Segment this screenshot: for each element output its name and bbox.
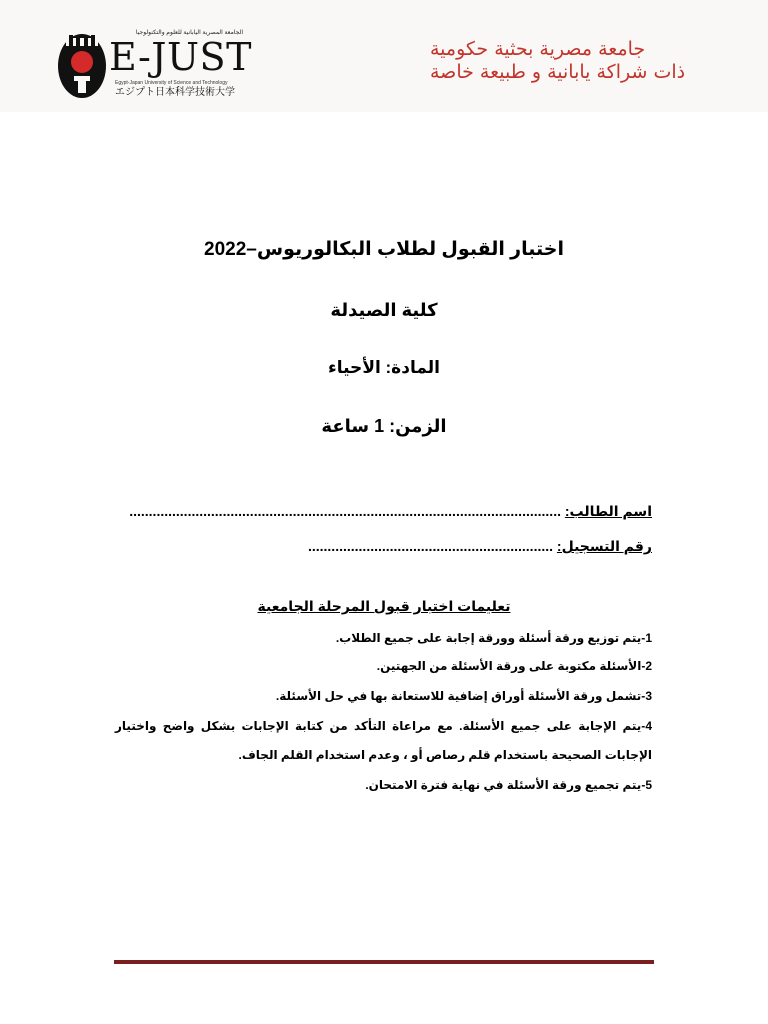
instruction-item-1: 1-يتم توزيع ورقة أسئلة وورقة إجابة على جميع الطلاب. [335,631,652,645]
logo-japanese-text: エジプト日本科学技術大学 [115,87,235,98]
brand-tagline-line2: ذات شراكة يابانية و طبيعة خاصة [430,61,686,83]
instruction-item-3: 3-تشمل ورقة الأسئلة أوراق إضافية للاستعانة بها في حل الأسئلة. [275,689,652,703]
footer-divider [114,960,654,964]
logo-wordmark: E-JUST [109,35,252,79]
ejust-logo-icon [56,32,108,100]
registration-number-label: رقم التسجيل: [556,538,652,554]
faculty-title: كلية الصيدلة [330,300,438,320]
logo-english-text: Egypt-Japan University of Science and Technology [115,80,228,86]
student-name-label: اسم الطالب: [564,503,652,519]
header-banner [0,0,768,112]
logo-arabic-text: الجامعة المصرية اليابانية للعلوم والتكنولوجيا [135,30,243,36]
brand-tagline [430,38,710,84]
duration-title: الزمن: 1 ساعة [321,416,447,436]
instruction-item-4-line1: 4-يتم الإجابة على جميع الأسئلة. مع مراعاة التأكد من كتابة الإجابات بشكل واضح واختيار [115,719,652,733]
instruction-item-4-line2: الإجابات الصحيحة باستخدام قلم رصاص أو ، وعدم استخدام القلم الجاف. [238,748,652,762]
student-name-blank: ............................................................................................................... [129,503,561,519]
subject-title: المادة: الأحياء [328,358,440,377]
registration-number-field [308,537,652,555]
instruction-item-5: 5-يتم تجميع ورقة الأسئلة في نهاية فترة الامتحان. [365,778,652,792]
brand-tagline-line1: جامعة مصرية بحثية حكومية [430,38,646,60]
instructions-heading: تعليمات اختبار قبول المرحلة الجامعية [257,598,511,614]
exam-title: اختبار القبول لطلاب البكالوريوس–2022 [204,239,564,260]
registration-number-blank: ............................................................... [307,538,554,554]
student-name-field [129,502,652,520]
instruction-item-2: 2-الأسئلة مكتوبة على ورقة الأسئلة من الجهتين. [376,659,652,673]
